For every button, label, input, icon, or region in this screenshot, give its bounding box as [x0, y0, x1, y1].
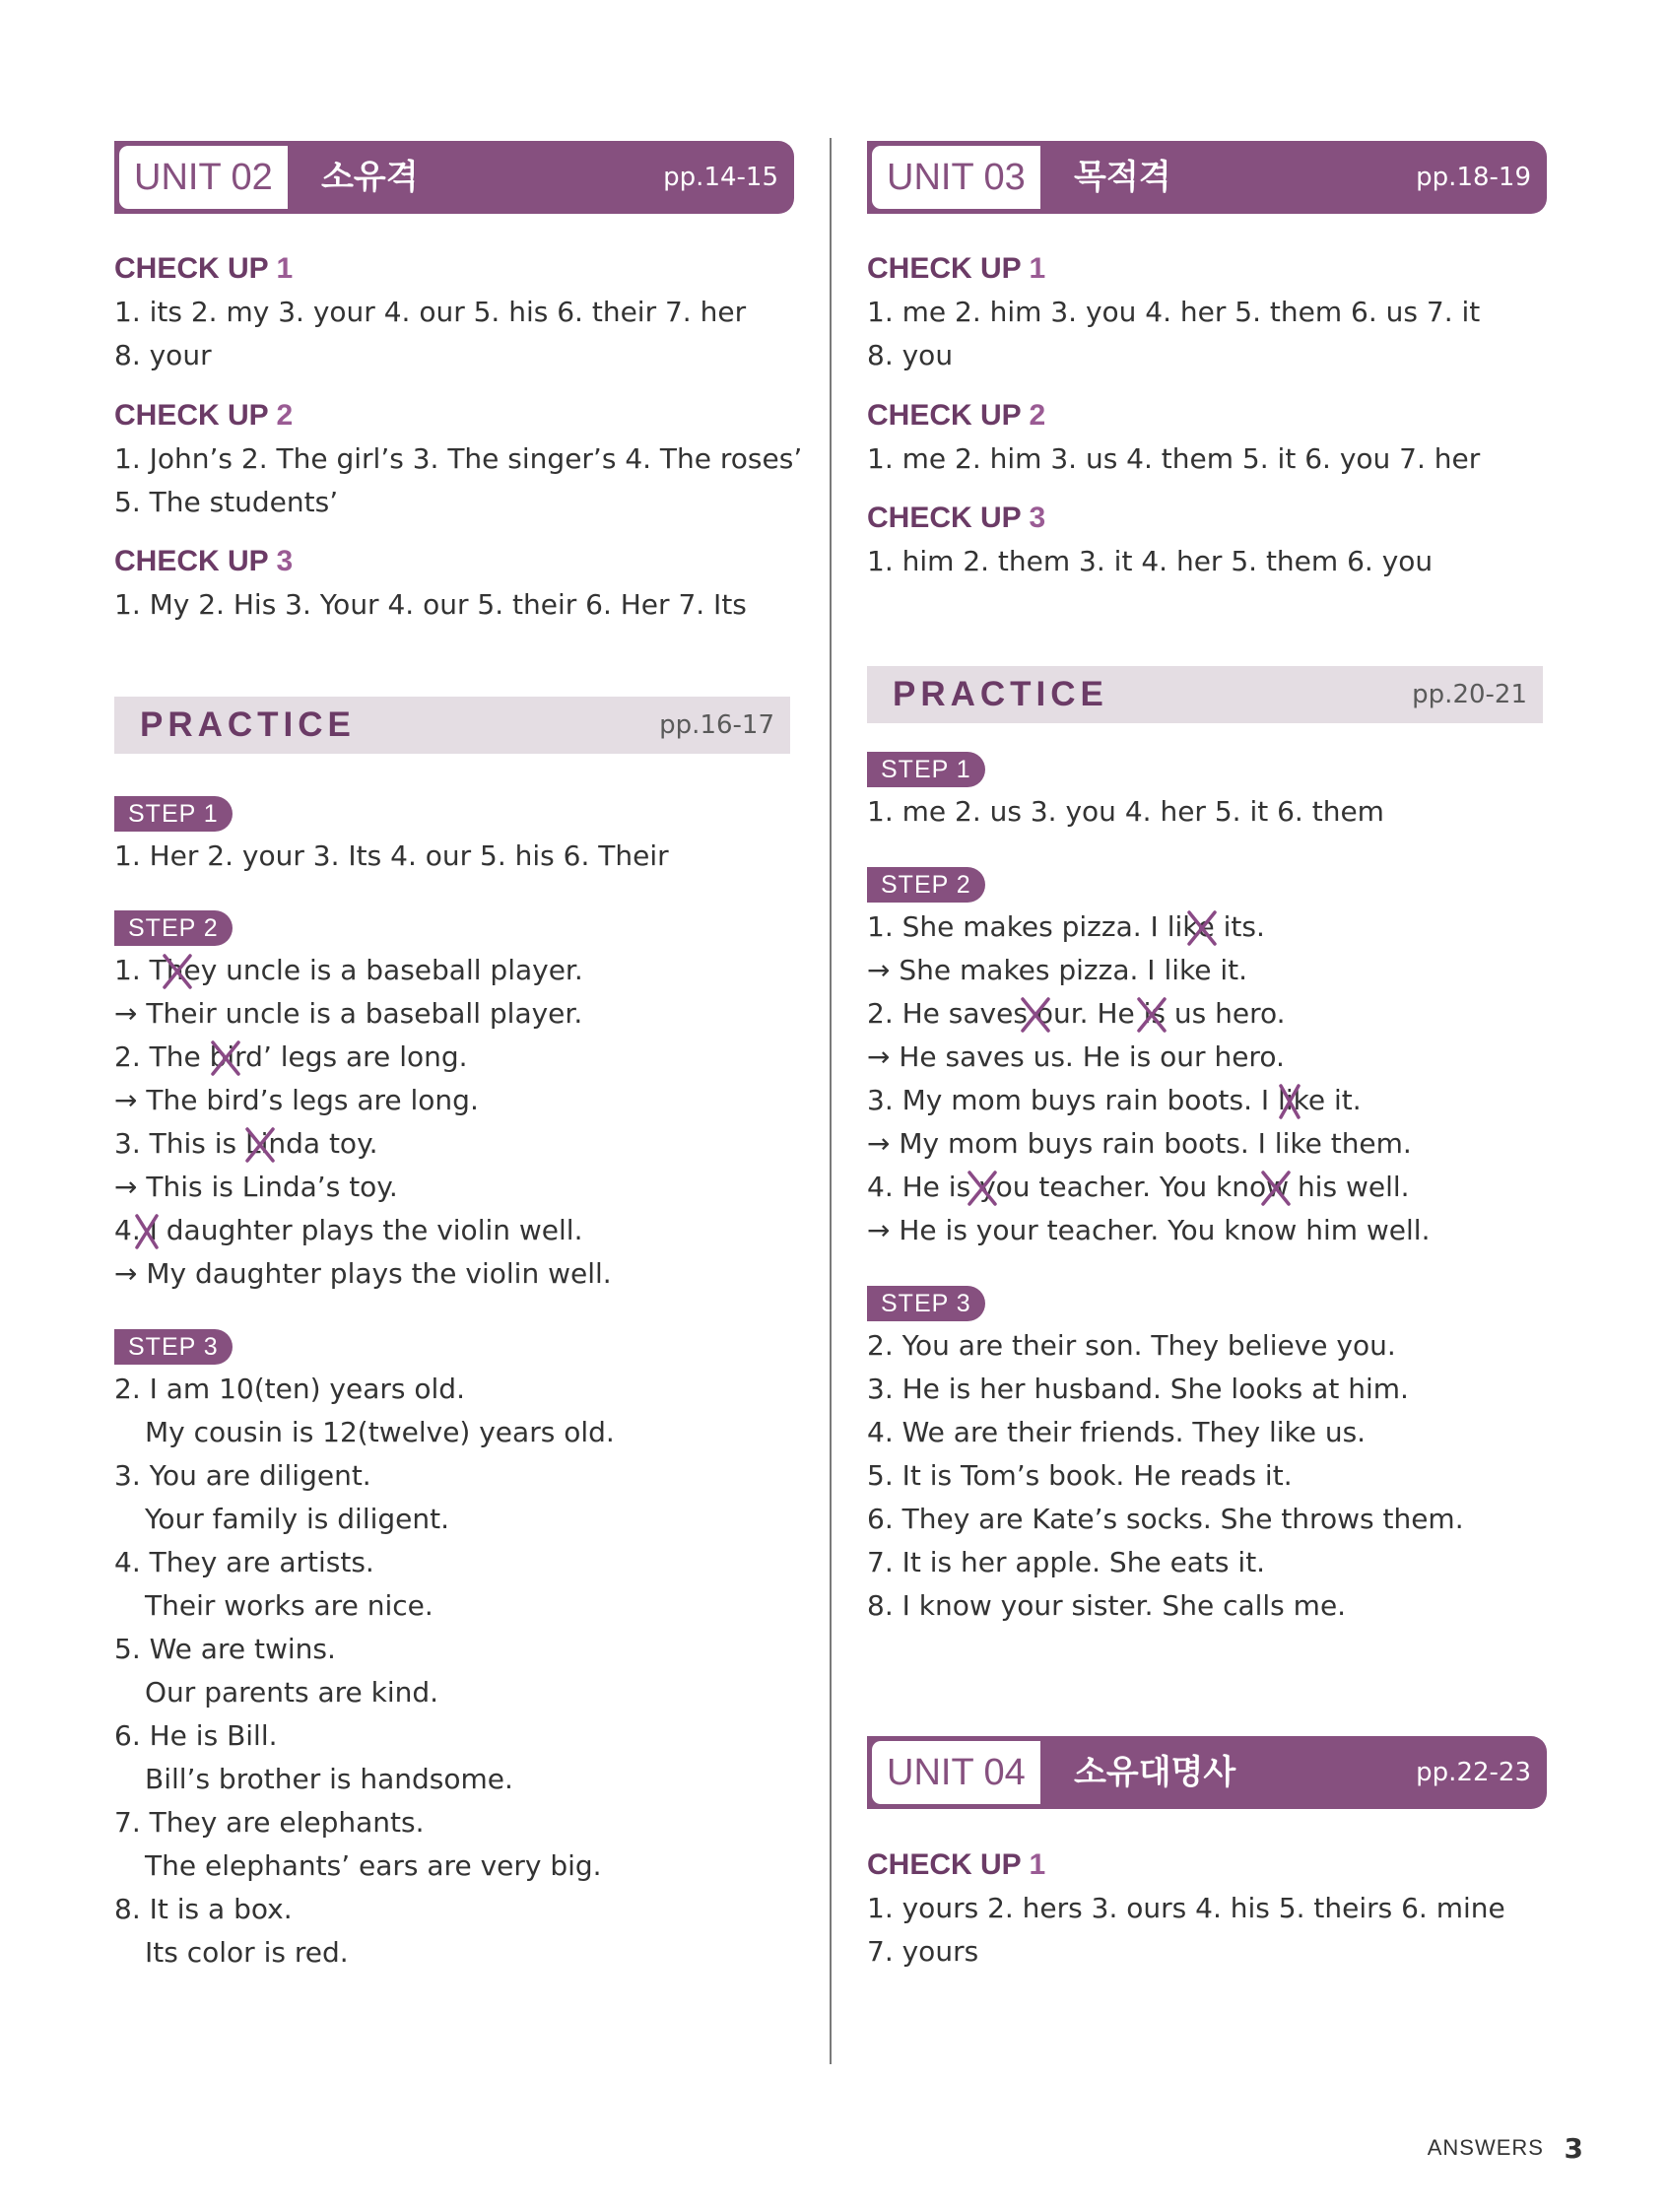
answer-line: 2. I am 10(ten) years old. — [114, 1373, 465, 1405]
answer-line: 1. John’s 2. The girl’s 3. The singer’s 4. The roses’ — [114, 442, 803, 475]
cross-out-mark-icon — [209, 1039, 242, 1077]
unit-pages: pp.18-19 — [1416, 163, 1531, 192]
answer-line: 4. I daughter plays the violin well. — [114, 1214, 583, 1246]
practice-bar — [867, 666, 1543, 723]
answer-line: Their works are nice. — [145, 1589, 434, 1622]
check-up-1-title: CHECK UP 1 — [114, 252, 294, 285]
answer-line: Its color is red. — [145, 1936, 349, 1969]
answer-line: 4. He is you teacher. You know his well. — [867, 1171, 1410, 1203]
practice-pages: pp.20-21 — [1412, 680, 1527, 709]
cross-out-mark-icon — [133, 1213, 161, 1250]
answer-line: 3. My mom buys rain boots. I like it. — [867, 1084, 1362, 1116]
answer-line: 7. They are elephants. — [114, 1806, 425, 1839]
answer-line: 3. You are diligent. — [114, 1459, 371, 1492]
answer-line: 1. She makes pizza. I like its. — [867, 910, 1265, 943]
unit-pages: pp.14-15 — [663, 163, 778, 192]
answer-line: 3. He is her husband. She looks at him. — [867, 1373, 1409, 1405]
cross-out-mark-icon — [1135, 996, 1168, 1034]
unit-title: 목적격 — [1074, 158, 1171, 197]
check-up-3-title: CHECK UP 3 — [867, 502, 1046, 534]
unit-02-header — [114, 141, 794, 214]
answer-line: 6. They are Kate’s socks. She throws them. — [867, 1503, 1464, 1535]
answer-line: 8. your — [114, 339, 212, 371]
answer-line: My cousin is 12(twelve) years old. — [145, 1416, 615, 1448]
answer-line: → The bird’s legs are long. — [114, 1084, 479, 1116]
check-up-2-title: CHECK UP 2 — [114, 399, 294, 432]
step-2-badge: STEP 2 — [867, 867, 985, 903]
answer-line: 1. me 2. us 3. you 4. her 5. it 6. them — [867, 795, 1384, 828]
answer-line: → She makes pizza. I like it. — [867, 954, 1247, 986]
answer-line: → Their uncle is a baseball player. — [114, 997, 583, 1030]
unit-pages: pp.22-23 — [1416, 1758, 1531, 1787]
unit-label: UNIT 02 — [119, 146, 288, 209]
practice-pages: pp.16-17 — [659, 710, 774, 740]
answer-line: The elephants’ ears are very big. — [145, 1849, 602, 1882]
cross-out-mark-icon — [1019, 996, 1052, 1034]
cross-out-mark-icon — [1259, 1170, 1293, 1207]
cross-out-mark-icon — [966, 1170, 999, 1207]
answer-line: 1. yours 2. hers 3. ours 4. his 5. theirs 6. mine — [867, 1892, 1505, 1924]
check-up-3-title: CHECK UP 3 — [114, 545, 294, 577]
answer-line: 8. It is a box. — [114, 1893, 293, 1925]
answer-line: Bill’s brother is handsome. — [145, 1763, 513, 1795]
answer-line: 8. you — [867, 339, 954, 371]
answer-line: 4. They are artists. — [114, 1546, 374, 1578]
practice-title: PRACTICE — [140, 705, 356, 744]
answer-line: 7. It is her apple. She eats it. — [867, 1546, 1266, 1578]
answer-line: Your family is diligent. — [145, 1503, 449, 1535]
step-3-badge: STEP 3 — [114, 1329, 233, 1365]
answer-line: 1. its 2. my 3. your 4. our 5. his 6. their 7. her — [114, 296, 747, 328]
step-1-badge: STEP 1 — [114, 796, 233, 832]
cross-out-mark-icon — [161, 953, 194, 990]
unit-label: UNIT 03 — [872, 146, 1040, 209]
step-2-badge: STEP 2 — [114, 910, 233, 946]
answer-line: → He saves us. He is our hero. — [867, 1040, 1285, 1073]
answer-line: 2. You are their son. They believe you. — [867, 1329, 1396, 1362]
answer-line: → This is Linda’s toy. — [114, 1171, 398, 1203]
answer-line: 7. yours — [867, 1935, 979, 1968]
practice-bar — [114, 697, 790, 754]
answer-line: → My daughter plays the violin well. — [114, 1257, 612, 1290]
column-divider — [830, 138, 832, 2064]
answer-line: 2. He saves our. He is us hero. — [867, 997, 1286, 1030]
answer-line: 3. This is Linda toy. — [114, 1127, 378, 1160]
answer-line: 2. The bird’ legs are long. — [114, 1040, 468, 1073]
practice-title: PRACTICE — [893, 675, 1108, 713]
answer-line: → He is your teacher. You know him well. — [867, 1214, 1431, 1246]
footer-label: ANSWERS — [1427, 2135, 1544, 2160]
answer-line: 5. It is Tom’s book. He reads it. — [867, 1459, 1293, 1492]
unit-04-header — [867, 1736, 1547, 1809]
answer-line: 1. me 2. him 3. you 4. her 5. them 6. us 7. it — [867, 296, 1481, 328]
answer-line: 8. I know your sister. She calls me. — [867, 1589, 1347, 1622]
answer-line: 1. me 2. him 3. us 4. them 5. it 6. you 7. her — [867, 442, 1481, 475]
check-up-1-title: CHECK UP 1 — [867, 252, 1046, 285]
page-number: 3 — [1564, 2132, 1583, 2165]
cross-out-mark-icon — [243, 1126, 277, 1164]
cross-out-mark-icon — [1185, 909, 1219, 947]
answer-line: 6. He is Bill. — [114, 1719, 278, 1752]
cross-out-mark-icon — [1277, 1083, 1302, 1120]
answer-line: 1. My 2. His 3. Your 4. our 5. their 6. Her 7. Its — [114, 588, 747, 621]
answer-line: 5. The students’ — [114, 486, 339, 518]
answer-line: 1. Her 2. your 3. Its 4. our 5. his 6. Their — [114, 839, 669, 872]
unit-title: 소유격 — [321, 158, 419, 197]
step-1-badge: STEP 1 — [867, 752, 985, 787]
answer-line: 1. They uncle is a baseball player. — [114, 954, 583, 986]
answer-line: Our parents are kind. — [145, 1676, 439, 1709]
check-up-2-title: CHECK UP 2 — [867, 399, 1046, 432]
unit-03-header — [867, 141, 1547, 214]
step-3-badge: STEP 3 — [867, 1286, 985, 1321]
answer-line: 5. We are twins. — [114, 1633, 336, 1665]
answer-line: 1. him 2. them 3. it 4. her 5. them 6. you — [867, 545, 1434, 577]
check-up-1-title: CHECK UP 1 — [867, 1848, 1046, 1881]
unit-title: 소유대명사 — [1074, 1753, 1236, 1792]
answer-line: → My mom buys rain boots. I like them. — [867, 1127, 1412, 1160]
unit-label: UNIT 04 — [872, 1741, 1040, 1804]
answer-line: 4. We are their friends. They like us. — [867, 1416, 1367, 1448]
